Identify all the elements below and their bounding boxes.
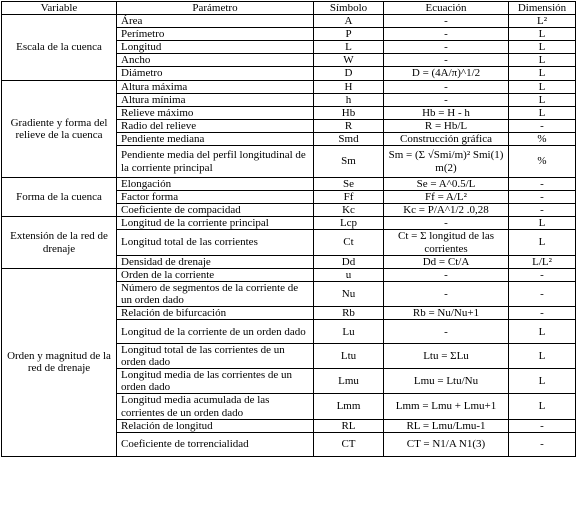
parametro-cell: Longitud total de las corrientes — [117, 230, 314, 255]
simbolo-cell: Lmu — [314, 369, 384, 394]
ecuacion-cell: - — [384, 320, 509, 344]
parametro-cell: Número de segmentos de la corriente de un orden dado — [117, 281, 314, 306]
ecuacion-cell: - — [384, 281, 509, 306]
parametro-cell: Densidad de drenaje — [117, 255, 314, 268]
ecuacion-cell: Dd = Ct/A — [384, 255, 509, 268]
simbolo-cell: Se — [314, 178, 384, 191]
simbolo-cell: Smd — [314, 132, 384, 145]
ecuacion-cell: - — [384, 54, 509, 67]
parametro-cell: Ancho — [117, 54, 314, 67]
ecuacion-cell: Se = A^0.5/L — [384, 178, 509, 191]
parametro-cell: Pendiente mediana — [117, 132, 314, 145]
simbolo-cell: CT — [314, 432, 384, 456]
ecuacion-cell: Rb = Nu/Nu+1 — [384, 306, 509, 319]
parametro-cell: Orden de la corriente — [117, 268, 314, 281]
ecuacion-cell: - — [384, 80, 509, 93]
simbolo-cell: W — [314, 54, 384, 67]
ecuacion-cell: Lmm = Lmu + Lmu+1 — [384, 394, 509, 419]
parametro-cell: Radio del relieve — [117, 119, 314, 132]
simbolo-cell: P — [314, 28, 384, 41]
simbolo-cell: A — [314, 15, 384, 28]
ecuacion-cell: Hb = H - h — [384, 106, 509, 119]
ecuacion-cell: Sm = (Σ √Smi/m)² Smi(1) m(2) — [384, 146, 509, 178]
header-parametro: Parámetro — [117, 2, 314, 15]
variable-cell: Orden y magnitud de la red de drenaje — [2, 268, 117, 456]
dimension-cell: L — [509, 93, 576, 106]
ecuacion-cell: CT = N1/A N1(3) — [384, 432, 509, 456]
parametro-cell: Longitud total de las corrientes de un orden dado — [117, 344, 314, 369]
dimension-cell: - — [509, 178, 576, 191]
ecuacion-cell: - — [384, 268, 509, 281]
simbolo-cell: R — [314, 119, 384, 132]
ecuacion-cell: - — [384, 15, 509, 28]
dimension-cell: L — [509, 67, 576, 80]
ecuacion-cell: Ltu = ΣLu — [384, 344, 509, 369]
dimension-cell: L/L² — [509, 255, 576, 268]
variable-cell: Escala de la cuenca — [2, 15, 117, 80]
parametro-cell: Longitud de la corriente de un orden dado — [117, 320, 314, 344]
ecuacion-cell: Ct = Σ longitud de las corrientes — [384, 230, 509, 255]
dimension-cell: - — [509, 419, 576, 432]
header-simbolo: Símbolo — [314, 2, 384, 15]
ecuacion-cell: Ff = A/L² — [384, 191, 509, 204]
table-row — [2, 217, 576, 230]
ecuacion-cell: D = (4A/π)^1/2 — [384, 67, 509, 80]
ecuacion-cell: - — [384, 93, 509, 106]
simbolo-cell: Lu — [314, 320, 384, 344]
simbolo-cell: Rb — [314, 306, 384, 319]
dimension-cell: - — [509, 268, 576, 281]
table-row — [2, 80, 576, 93]
parametro-cell: Pendiente media del perfil longitudinal de la corriente principal — [117, 146, 314, 178]
simbolo-cell: Dd — [314, 255, 384, 268]
ecuacion-cell: Lmu = Ltu/Nu — [384, 369, 509, 394]
simbolo-cell: H — [314, 80, 384, 93]
parametro-cell: Longitud media acumulada de las corrientes de un orden dado — [117, 394, 314, 419]
parametro-cell: Área — [117, 15, 314, 28]
variable-cell: Gradiente y forma del relieve de la cuenca — [2, 80, 117, 177]
dimension-cell: - — [509, 191, 576, 204]
variable-cell: Extensión de la red de drenaje — [2, 217, 117, 268]
variable-cell: Forma de la cuenca — [2, 178, 117, 217]
dimension-cell: L² — [509, 15, 576, 28]
dimension-cell: L — [509, 230, 576, 255]
dimension-cell: L — [509, 344, 576, 369]
simbolo-cell: Ltu — [314, 344, 384, 369]
simbolo-cell: Ct — [314, 230, 384, 255]
parametro-cell: Longitud — [117, 41, 314, 54]
table-row — [2, 15, 576, 28]
dimension-cell: L — [509, 320, 576, 344]
parametro-cell: Diámetro — [117, 67, 314, 80]
dimension-cell: % — [509, 132, 576, 145]
simbolo-cell: RL — [314, 419, 384, 432]
parametro-cell: Perímetro — [117, 28, 314, 41]
parametro-cell: Coeficiente de torrencialidad — [117, 432, 314, 456]
simbolo-cell: Lcp — [314, 217, 384, 230]
simbolo-cell: Hb — [314, 106, 384, 119]
dimension-cell: L — [509, 394, 576, 419]
parametro-cell: Longitud de la corriente principal — [117, 217, 314, 230]
dimension-cell: L — [509, 106, 576, 119]
parametro-cell: Altura máxima — [117, 80, 314, 93]
dimension-cell: L — [509, 41, 576, 54]
ecuacion-cell: - — [384, 28, 509, 41]
parametro-cell: Factor forma — [117, 191, 314, 204]
simbolo-cell: L — [314, 41, 384, 54]
parametro-cell: Relación de longitud — [117, 419, 314, 432]
table-row — [2, 178, 576, 191]
simbolo-cell: h — [314, 93, 384, 106]
dimension-cell: L — [509, 80, 576, 93]
ecuacion-cell: Kc = P/A^1/2 .0,28 — [384, 204, 509, 217]
parametro-cell: Relación de bifurcación — [117, 306, 314, 319]
simbolo-cell: Lmm — [314, 394, 384, 419]
ecuacion-cell: Construcción gráfica — [384, 132, 509, 145]
dimension-cell: - — [509, 306, 576, 319]
parametro-cell: Longitud media de las corrientes de un orden dado — [117, 369, 314, 394]
ecuacion-cell: RL = Lmu/Lmu-1 — [384, 419, 509, 432]
simbolo-cell: u — [314, 268, 384, 281]
simbolo-cell: D — [314, 67, 384, 80]
ecuacion-cell: - — [384, 217, 509, 230]
simbolo-cell: Sm — [314, 146, 384, 178]
dimension-cell: L — [509, 217, 576, 230]
dimension-cell: L — [509, 28, 576, 41]
parametro-cell: Coeficiente de compacidad — [117, 204, 314, 217]
dimension-cell: - — [509, 119, 576, 132]
header-row — [2, 2, 576, 15]
parametro-cell: Altura mínima — [117, 93, 314, 106]
simbolo-cell: Nu — [314, 281, 384, 306]
header-variable: Variable — [2, 2, 117, 15]
dimension-cell: - — [509, 432, 576, 456]
header-ecuacion: Ecuación — [384, 2, 509, 15]
simbolo-cell: Ff — [314, 191, 384, 204]
dimension-cell: - — [509, 204, 576, 217]
dimension-cell: % — [509, 146, 576, 178]
dimension-cell: L — [509, 54, 576, 67]
simbolo-cell: Kc — [314, 204, 384, 217]
header-dimension: Dimensión — [509, 2, 576, 15]
table-row — [2, 268, 576, 281]
parameters-table — [1, 1, 576, 457]
dimension-cell: - — [509, 281, 576, 306]
ecuacion-cell: - — [384, 41, 509, 54]
dimension-cell: L — [509, 369, 576, 394]
parametro-cell: Relieve máximo — [117, 106, 314, 119]
parametro-cell: Elongación — [117, 178, 314, 191]
ecuacion-cell: R = Hb/L — [384, 119, 509, 132]
table-body — [2, 15, 576, 457]
